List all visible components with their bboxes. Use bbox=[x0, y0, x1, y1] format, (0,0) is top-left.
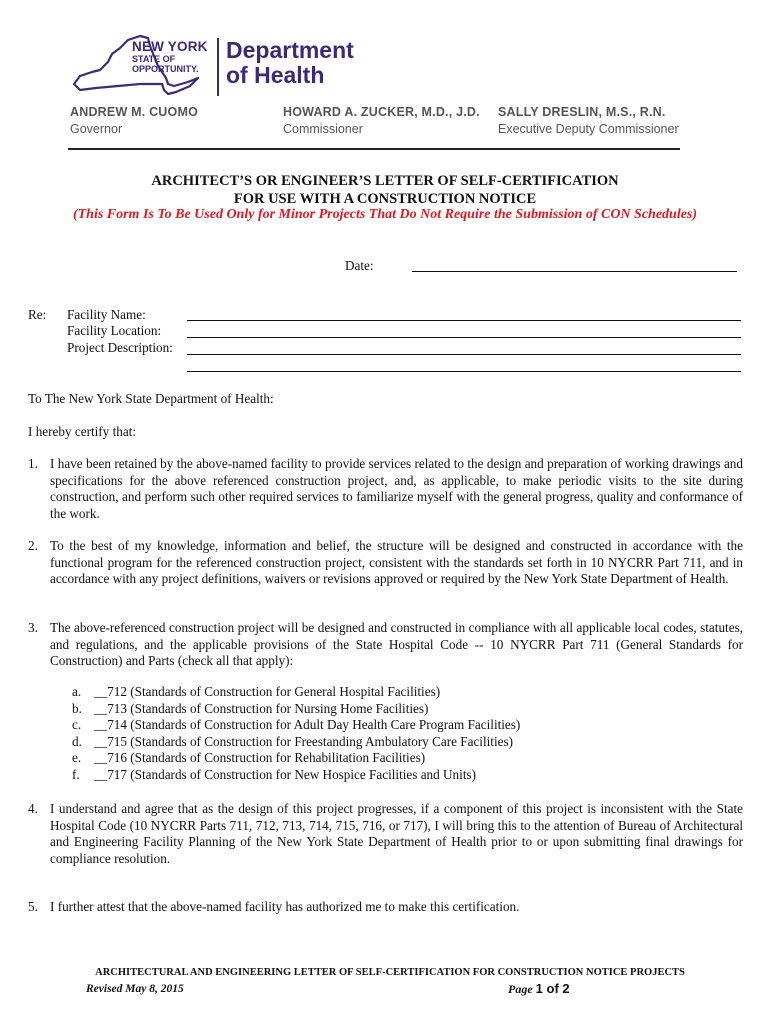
official-name: ANDREW M. CUOMO bbox=[70, 105, 198, 119]
facility-name-field[interactable] bbox=[187, 320, 741, 321]
official-deputy-commissioner bbox=[498, 104, 679, 138]
logo-state-line1: NEW YORK bbox=[132, 39, 208, 54]
page-number bbox=[508, 981, 570, 997]
item-text: I understand and agree that as the design of this project progresses, if a component of this project is inconsistent with the State Hospital Code (10 NYCRR Parts 711, 712, 713, 714, 715, 716, or 717), I will bring this to the attention of Bureau of Architectural and Engineering Facility Planning of the New York State Department of Health prior to or upon submitting final drawings for compliance resolution. bbox=[50, 801, 743, 866]
item-text: I further attest that the above-named facility has authorized me to make this certification. bbox=[50, 899, 520, 914]
official-name: HOWARD A. ZUCKER, M.D., J.D. bbox=[283, 105, 480, 119]
project-description-field[interactable] bbox=[187, 354, 741, 355]
header-rule bbox=[68, 148, 680, 150]
part-item-714[interactable] bbox=[72, 717, 520, 734]
item-number: 2. bbox=[28, 538, 38, 553]
official-title: Commissioner bbox=[283, 122, 363, 136]
page-prefix: Page bbox=[508, 982, 533, 996]
part-letter: c. bbox=[72, 717, 82, 732]
part-letter: b. bbox=[72, 700, 82, 716]
part-item-712[interactable] bbox=[72, 684, 520, 701]
form-title-line2: FOR USE WITH A CONSTRUCTION NOTICE bbox=[233, 191, 537, 207]
re-label: Re: bbox=[28, 307, 47, 322]
logo-state-line3: OPPORTUNITY. bbox=[132, 64, 199, 74]
logo-department-text bbox=[226, 38, 354, 88]
official-name: SALLY DRESLIN, M.S., R.N. bbox=[498, 105, 666, 119]
official-title: Governor bbox=[70, 122, 123, 136]
date-label: Date: bbox=[345, 258, 374, 273]
project-description-label: Project Description: bbox=[67, 340, 173, 355]
footer-title: ARCHITECTURAL AND ENGINEERING LETTER OF SELF-CERTIFICATION FOR CONSTRUCTION NOTICE PROJECTS bbox=[95, 967, 685, 978]
facility-name-label: Facility Name: bbox=[67, 307, 146, 322]
logo-dept-line2: of Health bbox=[226, 62, 325, 88]
part-text: __713 (Standards of Construction for Nursing Home Facilities) bbox=[94, 700, 429, 716]
part-text: __716 (Standards of Construction for Rehabilitation Facilities) bbox=[94, 750, 426, 765]
item-text: I have been retained by the above-named facility to provide services related to the design and preparation of working drawings and specifications for the above referenced construction project, and, as applicable, to make periodic visits to the site during construction, and perform such other required services to familiarize myself with the general progress, quality and conformance of the work. bbox=[50, 456, 743, 521]
part-text: __712 (Standards of Construction for General Hospital Facilities) bbox=[94, 684, 441, 699]
part-text: __715 (Standards of Construction for Freestanding Ambulatory Care Facilities) bbox=[94, 733, 513, 749]
facility-location-label: Facility Location: bbox=[67, 323, 162, 338]
footer-revised: Revised May 8, 2015 bbox=[86, 983, 184, 995]
item-text: The above-referenced construction project will be designed and constructed in compliance with all applicable local codes, statutes, and regulations, and the applicable provisions of the State Hospital Code -- 10 NYCRR Part 711 (General Standards for Construction) and Parts (check all that apply): bbox=[50, 620, 743, 668]
part-item-717[interactable] bbox=[72, 767, 520, 784]
part-item-713[interactable] bbox=[72, 701, 520, 718]
official-commissioner bbox=[283, 104, 480, 138]
item-number: 1. bbox=[28, 456, 38, 471]
logo-state-line2: STATE OF bbox=[132, 54, 176, 64]
logo-state-text bbox=[132, 40, 208, 74]
form-subtitle: (This Form Is To Be Used Only for Minor Projects That Do Not Require the Submission of CON Schedules) bbox=[72, 207, 698, 222]
logo-dept-line1: Department bbox=[226, 37, 354, 63]
page-of: 1 of 2 bbox=[535, 981, 570, 996]
part-text: __717 (Standards of Construction for New Hospice Facilities and Units) bbox=[94, 766, 477, 782]
item-number: 3. bbox=[28, 620, 38, 635]
part-text: __714 (Standards of Construction for Adult Day Health Care Program Facilities) bbox=[94, 717, 521, 732]
form-title-line1: ARCHITECT’S OR ENGINEER’S LETTER OF SELF-CERTIFICATION bbox=[151, 173, 619, 189]
parts-list bbox=[72, 684, 520, 783]
part-letter: e. bbox=[72, 750, 82, 765]
project-description-field-line2[interactable] bbox=[187, 371, 741, 372]
item-number: 4. bbox=[28, 801, 38, 816]
facility-location-field[interactable] bbox=[187, 337, 741, 338]
salutation: To The New York State Department of Health: bbox=[28, 391, 274, 406]
item-number: 5. bbox=[28, 899, 38, 914]
part-item-716[interactable] bbox=[72, 750, 520, 767]
part-letter: d. bbox=[72, 733, 82, 749]
part-letter: a. bbox=[72, 684, 82, 699]
logo-divider bbox=[217, 38, 219, 96]
item-text: To the best of my knowledge, information and belief, the structure will be designed and constructed in accordance with the functional program for the referenced construction project, consistent with the standards set forth in 10 NYCRR Part 711, and in accordance with any project definitions, waivers or revisions approved or required by the New York State Department of Health. bbox=[50, 538, 743, 586]
part-letter: f. bbox=[72, 766, 80, 782]
certify-intro: I hereby certify that: bbox=[28, 424, 137, 439]
official-governor bbox=[70, 104, 198, 138]
part-item-715[interactable] bbox=[72, 734, 520, 751]
date-field[interactable] bbox=[412, 271, 737, 272]
official-title: Executive Deputy Commissioner bbox=[498, 122, 679, 136]
